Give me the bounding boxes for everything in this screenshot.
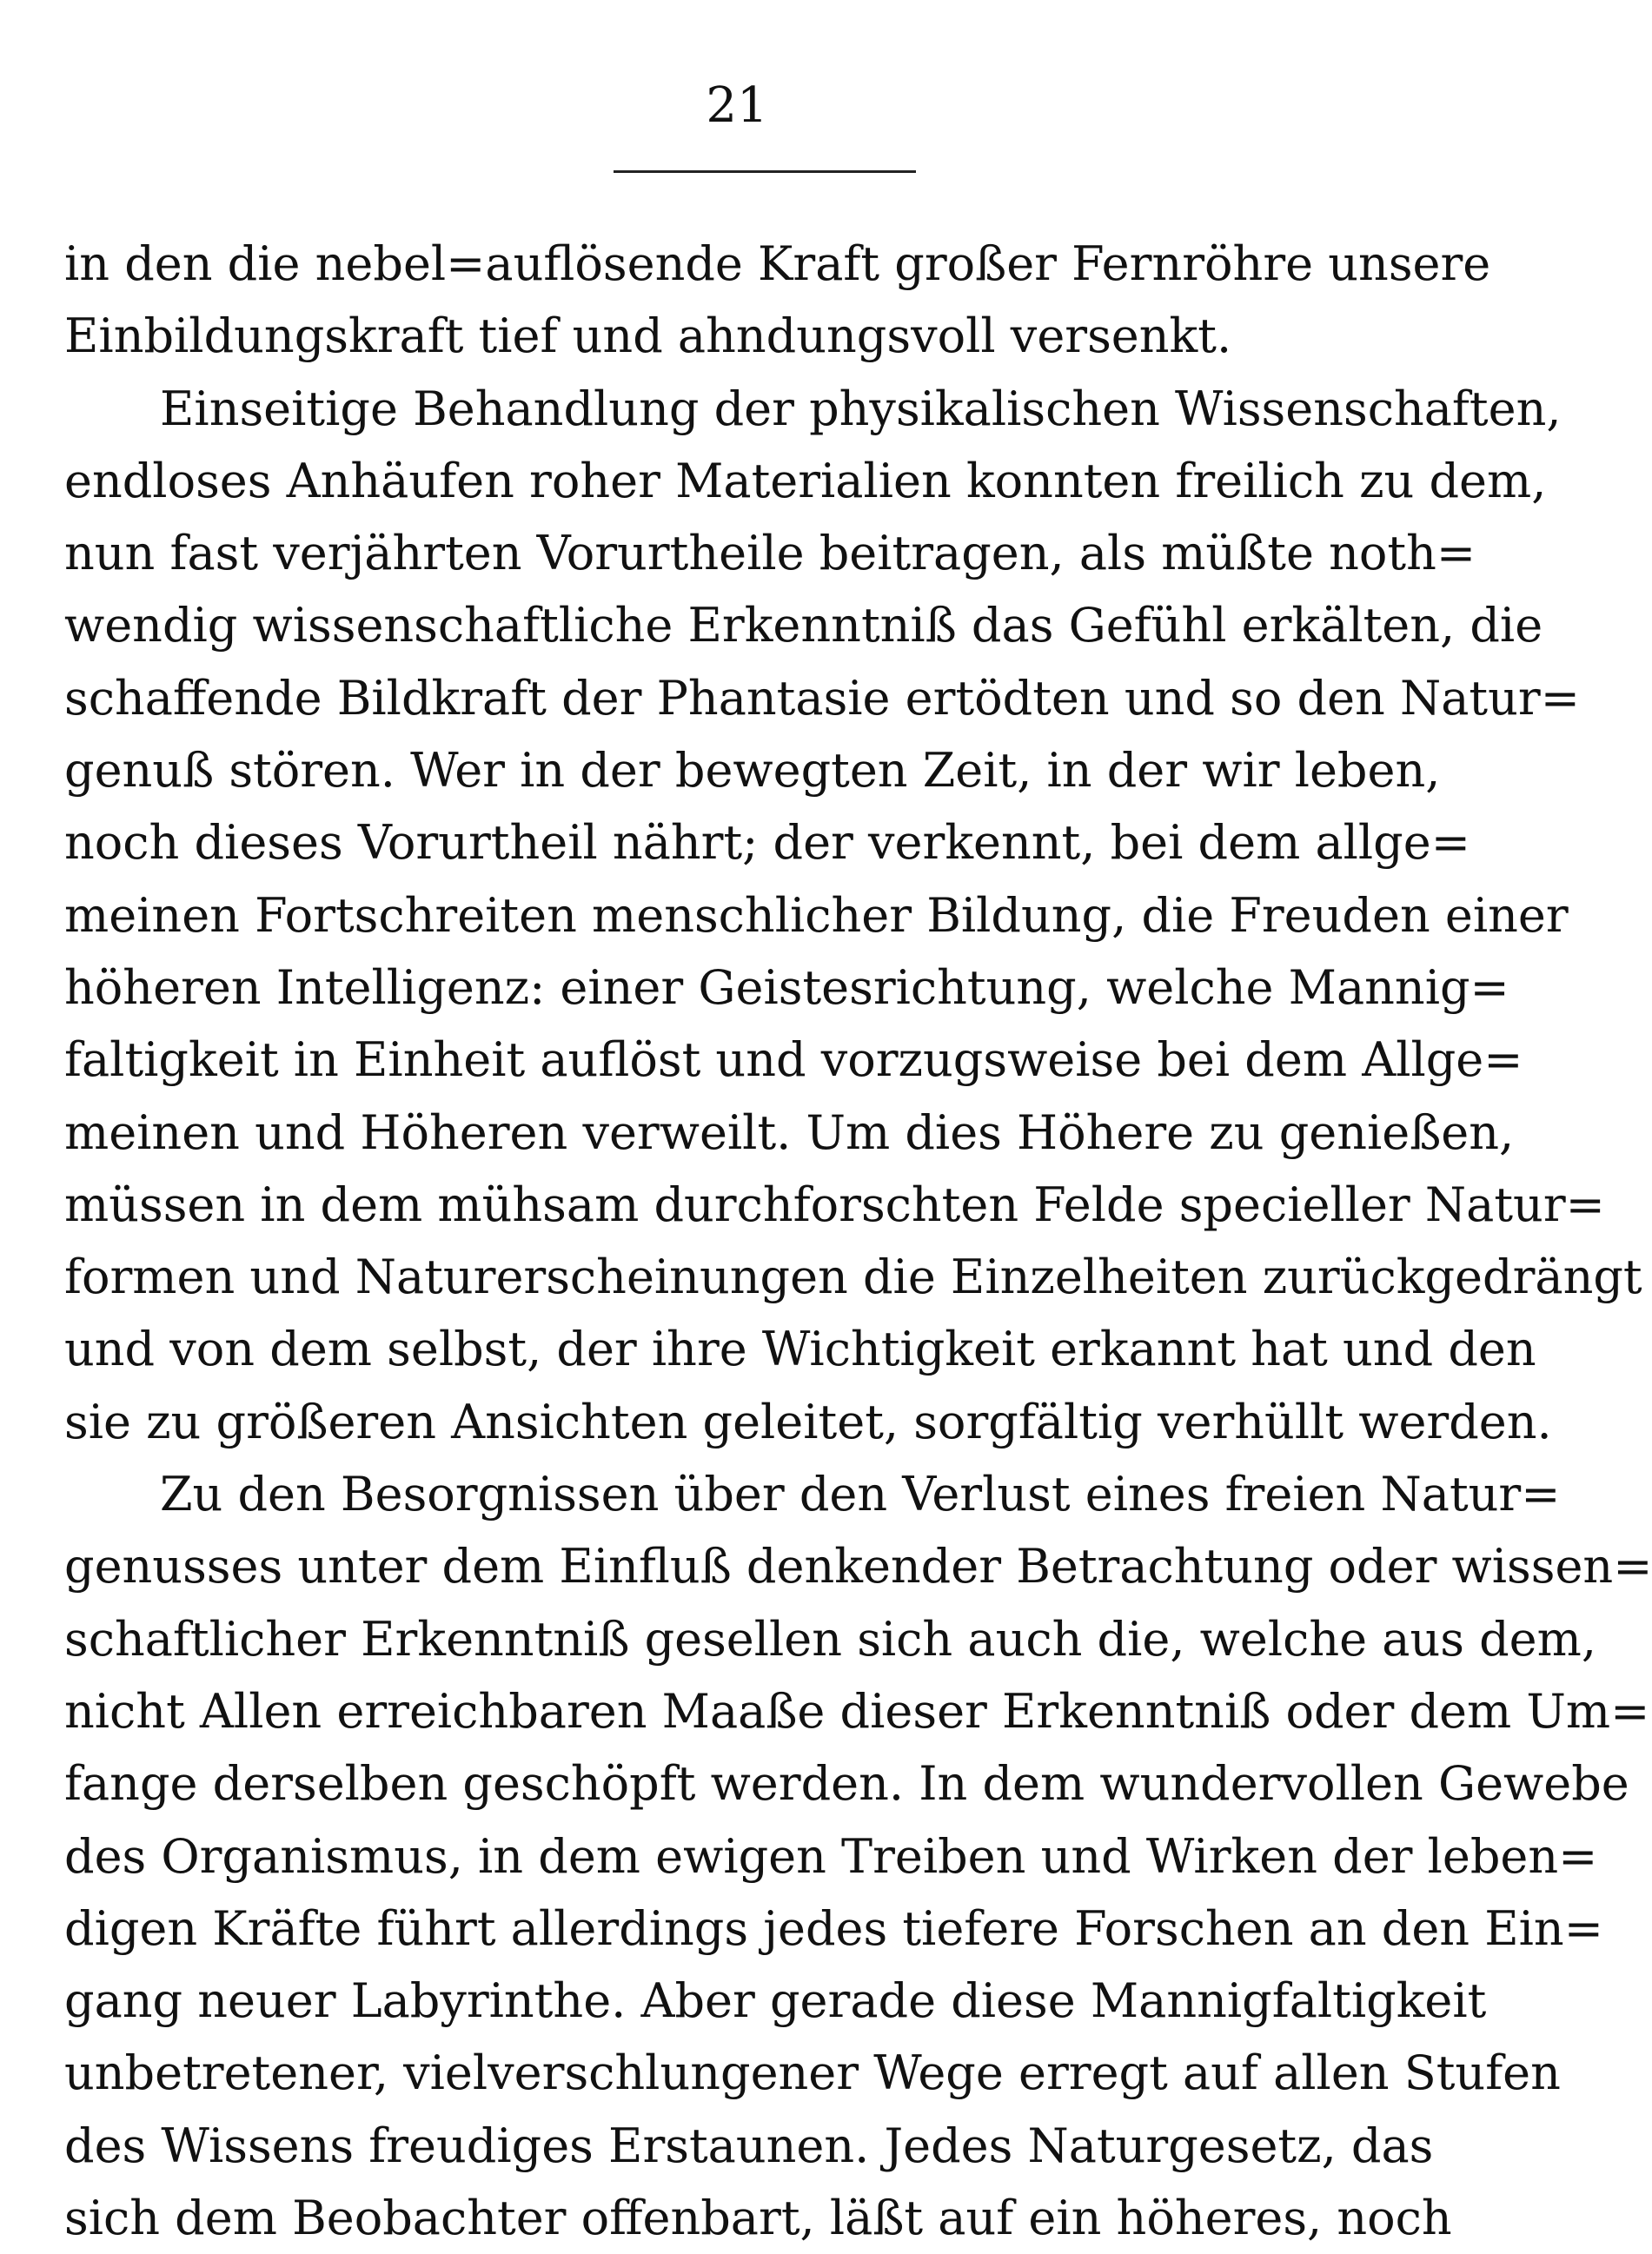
- text-line: meinen Fortschreiten menschlicher Bildung, die Freuden einer: [64, 887, 1569, 943]
- text-line: schaftlicher Erkenntniß gesellen sich auch die, welche aus dem,: [64, 1611, 1596, 1667]
- paragraph-start-line: Einseitige Behandlung der physikalischen Wissenschaften,: [160, 381, 1562, 436]
- text-line: faltigkeit in Einheit auflöst und vorzugsweise bei dem Allge=: [64, 1032, 1523, 1088]
- text-line: fange derselben geschöpft werden. In dem wundervollen Gewebe: [64, 1756, 1629, 1812]
- text-line: digen Kräfte führt allerdings jedes tiefere Forschen an den Ein=: [64, 1900, 1603, 1956]
- text-line: sich dem Beobachter offenbart, läßt auf ein höheres, noch: [64, 2191, 1452, 2246]
- text-line: höheren Intelligenz: einer Geistesrichtung, welche Mannig=: [64, 959, 1509, 1015]
- text-line: nun fast verjährten Vorurtheile beitragen, als müßte noth=: [64, 526, 1476, 581]
- text-line: noch dieses Vorurtheil nährt; der verkennt, bei dem allge=: [64, 815, 1470, 871]
- body-text: [64, 228, 1652, 2254]
- text-line: meinen und Höheren verweilt. Um dies Höhere zu genießen,: [64, 1104, 1515, 1160]
- text-line: gang neuer Labyrinthe. Aber gerade diese Mannigfaltigkeit: [64, 1973, 1487, 2029]
- text-line: formen und Naturerscheinungen die Einzelheiten zurückgedrängt: [64, 1250, 1642, 1305]
- text-line: nicht Allen erreichbaren Maaße dieser Erkenntniß oder dem Um=: [64, 1683, 1650, 1739]
- text-line: Einbildungskraft tief und ahndungsvoll versenkt.: [64, 308, 1232, 364]
- text-line: endloses Anhäufen roher Materialien konnten freilich zu dem,: [64, 453, 1547, 508]
- text-line: genuß stören. Wer in der bewegten Zeit, in der wir leben,: [64, 743, 1441, 799]
- text-line: und von dem selbst, der ihre Wichtigkeit erkannt hat und den: [64, 1322, 1536, 1377]
- text-line: wendig wissenschaftliche Erkenntniß das Gefühl erkälten, die: [64, 598, 1543, 653]
- text-line: schaffende Bildkraft der Phantasie ertödten und so den Natur=: [64, 670, 1580, 726]
- text-line: sie zu größeren Ansichten geleitet, sorgfältig verhüllt werden.: [64, 1394, 1552, 1449]
- text-line: genusses unter dem Einfluß denkender Betrachtung oder wissen=: [64, 1539, 1652, 1594]
- header-rule: [614, 170, 916, 173]
- paragraph-start-line: Zu den Besorgnissen über den Verlust eines freien Natur=: [160, 1467, 1561, 1522]
- text-line: des Organismus, in dem ewigen Treiben und Wirken der leben=: [64, 1828, 1598, 1884]
- text-line: müssen in dem mühsam durchforschten Felde specieller Natur=: [64, 1177, 1605, 1232]
- text-line: in den die nebel=auflösende Kraft großer Fernröhre unsere: [64, 236, 1491, 291]
- text-line: des Wissens freudiges Erstaunen. Jedes Naturgesetz, das: [64, 2118, 1434, 2173]
- page-number: 21: [706, 77, 768, 134]
- text-line: unbetretener, vielverschlungener Wege erregt auf allen Stufen: [64, 2045, 1561, 2101]
